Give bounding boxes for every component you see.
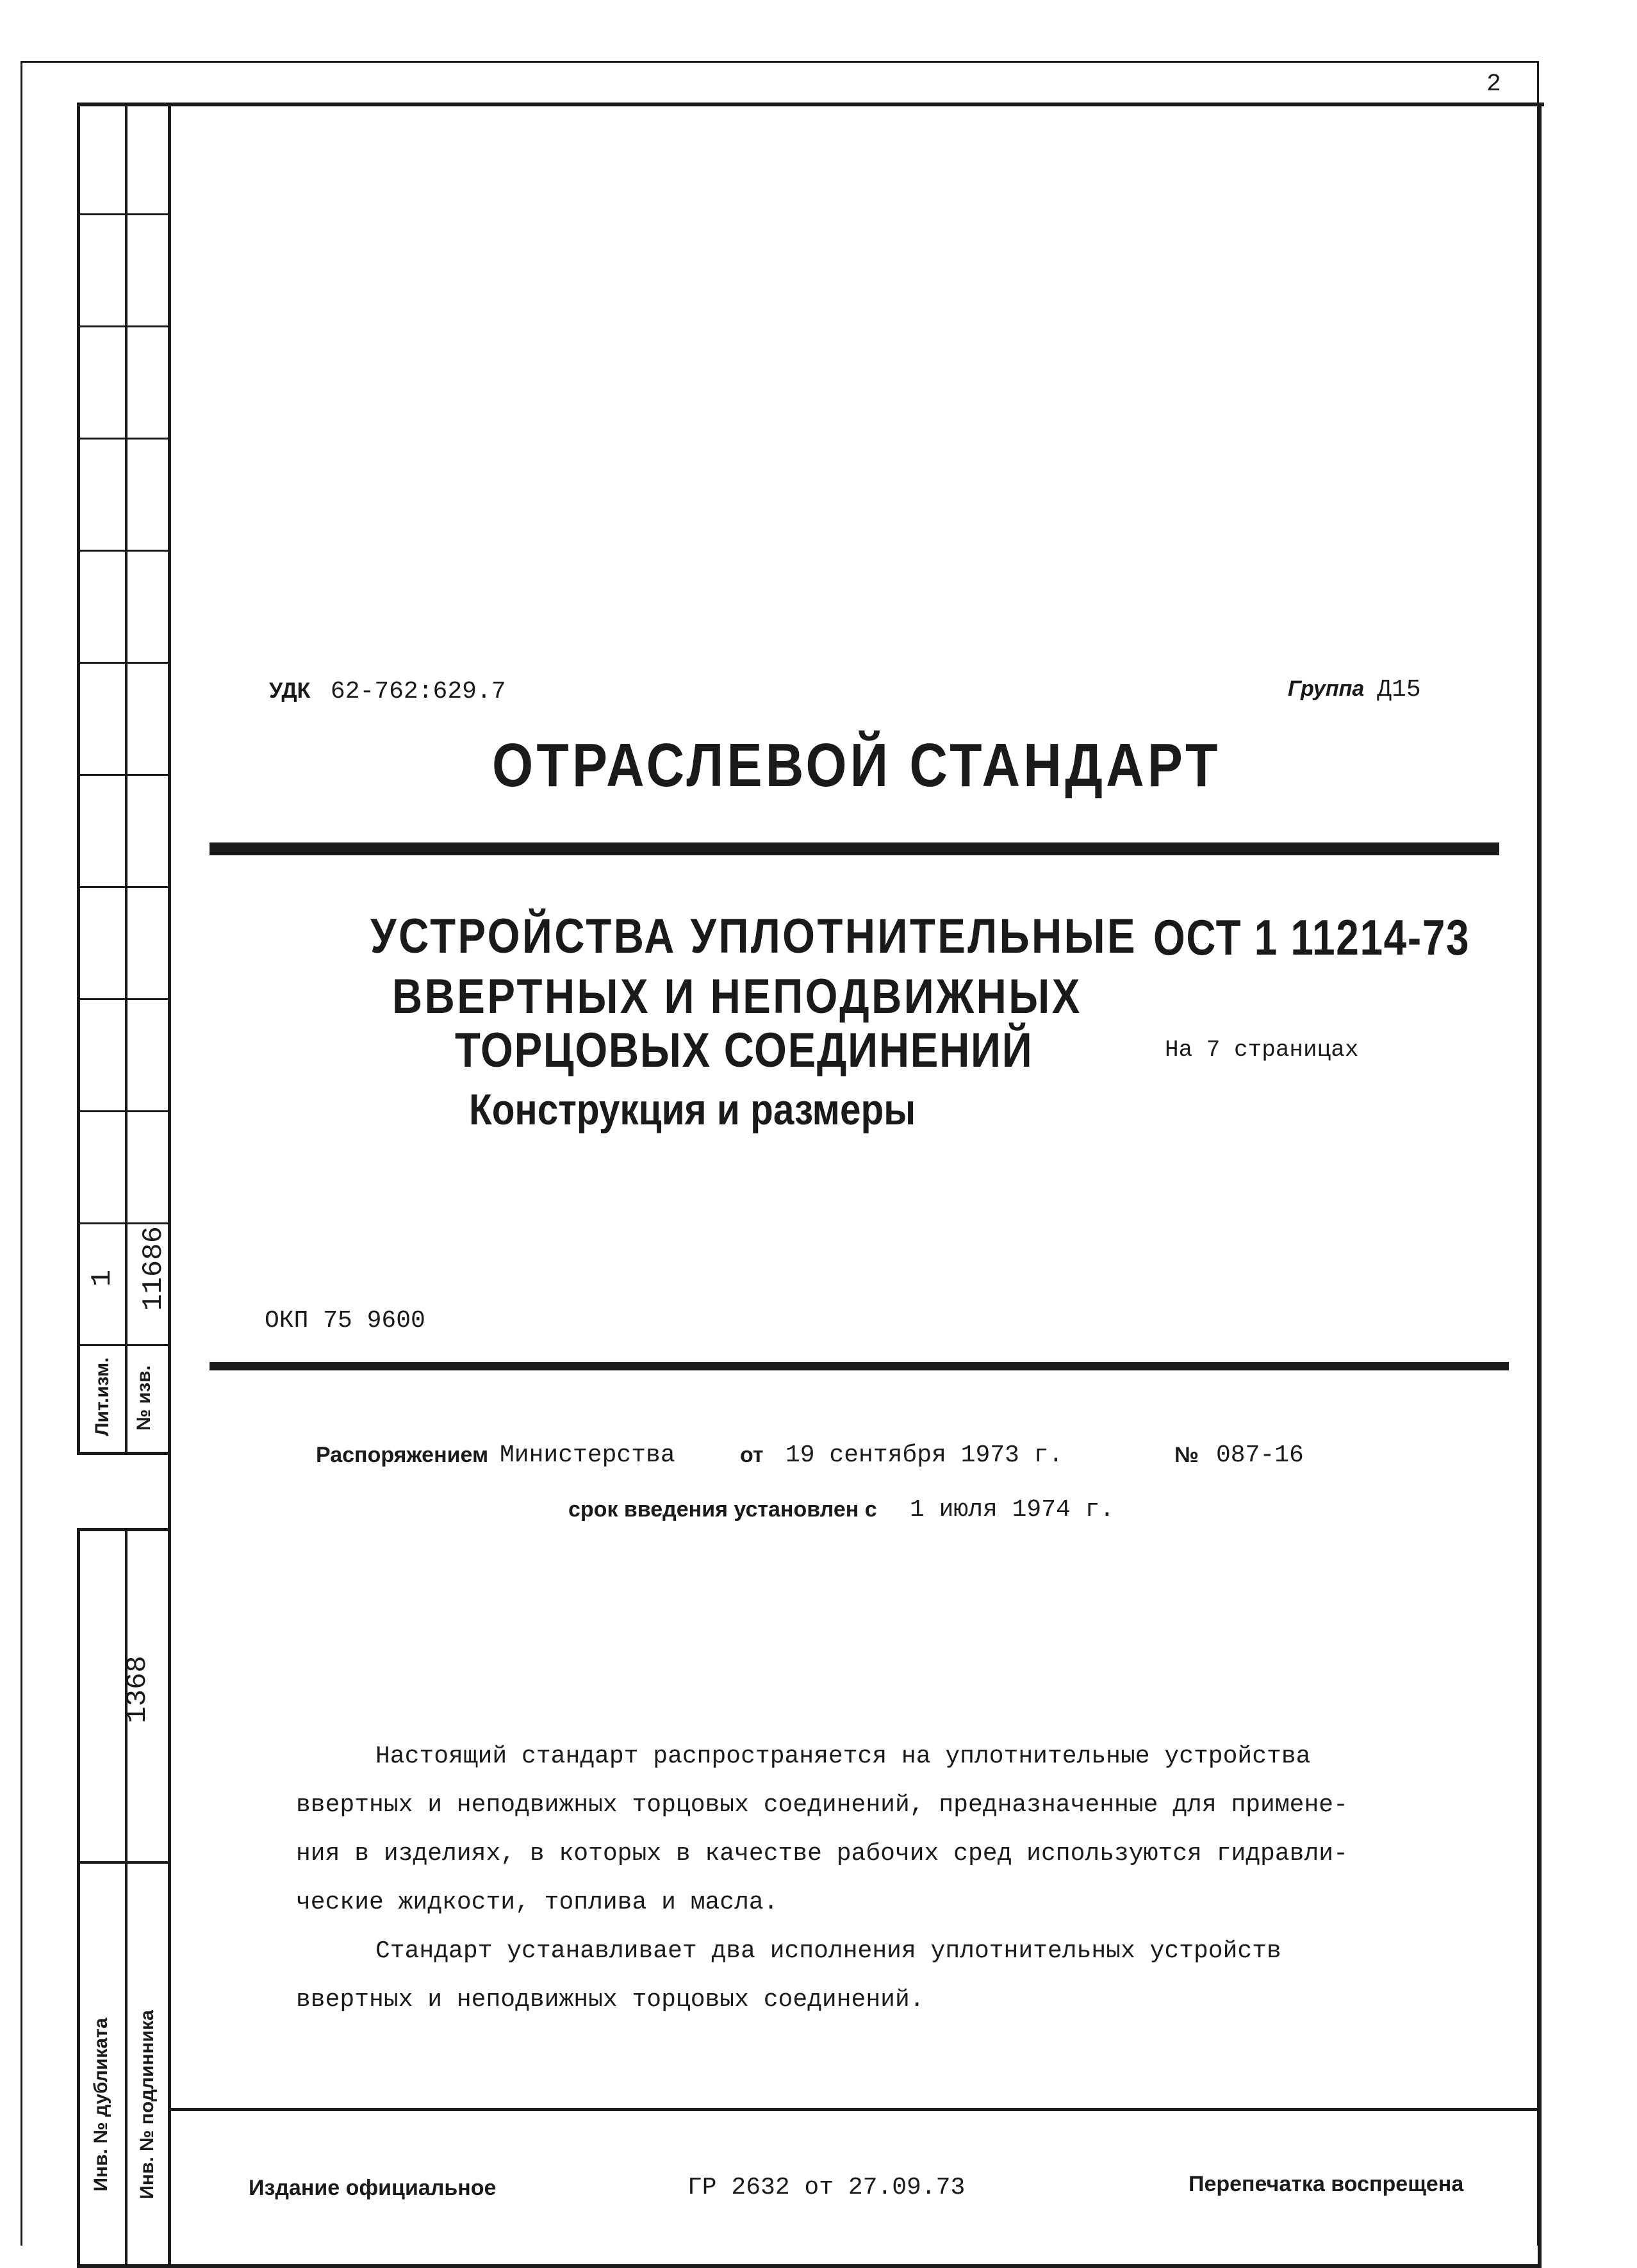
thick-rule-top [210,842,1499,855]
inv-podl-label: Инв. № подлинника [136,2010,158,2199]
stamp-row-line [77,774,171,776]
footer-divider [171,2108,1540,2111]
stamp-upper-mid [125,103,128,1454]
decree-date-label: от [740,1443,764,1467]
effective-date: 1 июля 1974 г. [910,1496,1115,1524]
body-line-6: ввертных и неподвижных торцовых соединений. [296,1986,925,2014]
body-line-2: ввертных и неподвижных торцовых соединений, предназначенные для примене- [296,1791,1348,1819]
frame-top [77,103,1544,106]
decree-date: 19 сентября 1973 г. [786,1442,1064,1469]
decree-label: Распоряжением [316,1443,489,1467]
header-title: ОТРАСЛЕВОЙ СТАНДАРТ [492,731,1221,800]
body-line-3: ния в изделиях, в которых в качестве рабочих сред используются гидравли- [296,1840,1348,1868]
no-izv-value: 11686 [138,1226,170,1311]
body-line-4: ческие жидкости, топлива и масла. [296,1889,778,1916]
group-label: Группа [1288,677,1365,701]
stamp-row-line [77,662,171,664]
stamp-row-line [77,213,171,215]
udc-line [269,676,506,705]
frame-right [1538,103,1542,2268]
stamp-row-line [77,998,171,1000]
group-value: Д15 [1377,676,1421,703]
frame-bottom [77,2264,1542,2268]
udc-value: 62-762:629.7 [330,678,506,705]
okp-code: ОКП 75 9600 [265,1307,425,1335]
decree-number-label: № [1174,1443,1199,1467]
standard-code: ОСТ 1 11214-73 [1153,909,1470,966]
stamp-row-line [77,886,171,888]
title-subtitle: Конструкция и размеры [469,1085,916,1134]
footer-registration: ГР 2632 от 27.09.73 [687,2174,966,2201]
stamp-lower-row [77,1861,171,1864]
stamp-row-line [77,438,171,440]
sheet-top-border [21,61,1539,63]
page-number: 2 [1486,70,1501,98]
title-line-3: ТОРЦОВЫХ СОЕДИНЕНИЙ [455,1023,1033,1078]
footer-official-edition: Издание официальное [249,2176,497,2200]
sheet-left-border [21,61,22,2246]
title-line-1: УСТРОЙСТВА УПЛОТНИТЕЛЬНЫЕ [370,909,1138,964]
body-line-1: Настоящий стандарт распространяется на уплотнительные устройства [375,1743,1311,1770]
stamp-upper-left [77,103,80,1454]
stamp-row-line [77,325,171,327]
stamp-lower-mid [125,1528,128,2268]
no-izv-label: № изв. [133,1365,154,1431]
lit-izm-value: 1 [86,1269,119,1287]
footer-reprint-prohibited: Перепечатка воспрещена [1189,2172,1464,2196]
stamp-row-line [77,550,171,552]
effective-label: срок введения установлен с [568,1497,877,1522]
frame-left-main [168,103,171,2268]
stamp-lower-left [77,1528,80,2268]
thick-rule-bottom [210,1362,1509,1370]
lit-izm-label: Лит.изм. [92,1357,113,1436]
udc-label: УДК [269,678,311,703]
title-line-2: ВВЕРТНЫХ И НЕПОДВИЖНЫХ [392,969,1082,1024]
inv-podl-value: 1368 [122,1656,154,1723]
standard-pages: На 7 страницах [1165,1037,1359,1063]
stamp-row-line [77,1110,171,1112]
group-line [1288,676,1421,703]
decree-number: 087-16 [1216,1442,1304,1469]
stamp-lower-top [77,1528,171,1531]
body-line-5: Стандарт устанавливает два исполнения уплотнительных устройств [375,1937,1281,1965]
decree-issuer: Министерства [500,1442,675,1469]
inv-dubl-label: Инв. № дубликата [90,2017,111,2192]
